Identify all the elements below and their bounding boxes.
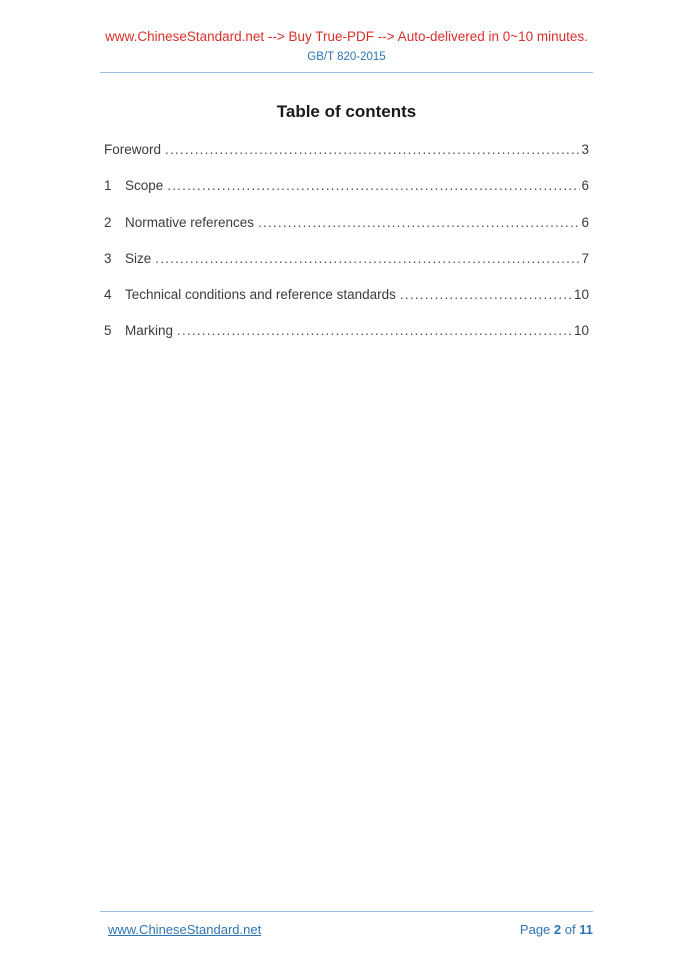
toc-row[interactable] [104, 323, 589, 339]
page-indicator [520, 921, 593, 938]
toc-dot-leader [258, 215, 580, 231]
header-divider [100, 72, 593, 73]
toc-entry-number: 1 [104, 178, 112, 194]
footer-divider [100, 911, 593, 912]
toc-row[interactable] [104, 287, 589, 303]
toc-dot-leader [177, 323, 573, 339]
toc-dot-leader [155, 251, 580, 267]
toc-entry-page: 6 [581, 214, 589, 230]
toc-entry-label: Normative references [125, 214, 255, 230]
toc-entry-number: 4 [104, 287, 112, 303]
toc-entry-number: 5 [104, 323, 112, 339]
page-indicator-total: 11 [579, 922, 593, 937]
toc-dot-leader [167, 178, 580, 194]
toc-entry-label: Marking [125, 323, 174, 339]
page-title: Table of contents [276, 102, 417, 121]
toc-dot-leader [400, 287, 573, 303]
footer-site-link[interactable]: www.ChineseStandard.net [108, 922, 262, 937]
toc-entry-label: Scope [125, 178, 164, 194]
toc-entry-label: Size [125, 250, 152, 266]
table-of-contents [104, 142, 589, 360]
toc-entry-number: 2 [104, 214, 112, 230]
page-indicator-current: 2 [553, 922, 562, 937]
toc-entry-page: 10 [573, 287, 589, 303]
toc-entry-number: 3 [104, 250, 112, 266]
toc-row[interactable] [104, 142, 589, 158]
toc-row[interactable] [104, 178, 589, 194]
toc-dot-leader [165, 142, 580, 158]
page-indicator-prefix: Page [519, 922, 551, 937]
page-footer [100, 921, 593, 938]
page-indicator-middle: of [564, 922, 576, 937]
toc-row[interactable] [104, 251, 589, 267]
toc-entry-label: Foreword [104, 142, 162, 157]
toc-entry-page: 3 [581, 142, 589, 157]
toc-row[interactable] [104, 215, 589, 231]
toc-entry-page: 6 [581, 178, 589, 194]
standard-code: GB/T 820-2015 [307, 51, 386, 63]
toc-entry-page: 7 [581, 250, 589, 266]
toc-entry-page: 10 [573, 323, 589, 339]
promo-banner: www.ChineseStandard.net --> Buy True-PDF --> Auto-delivered in 0~10 minutes. [105, 29, 588, 44]
toc-entry-label: Technical conditions and reference standards [125, 287, 396, 303]
